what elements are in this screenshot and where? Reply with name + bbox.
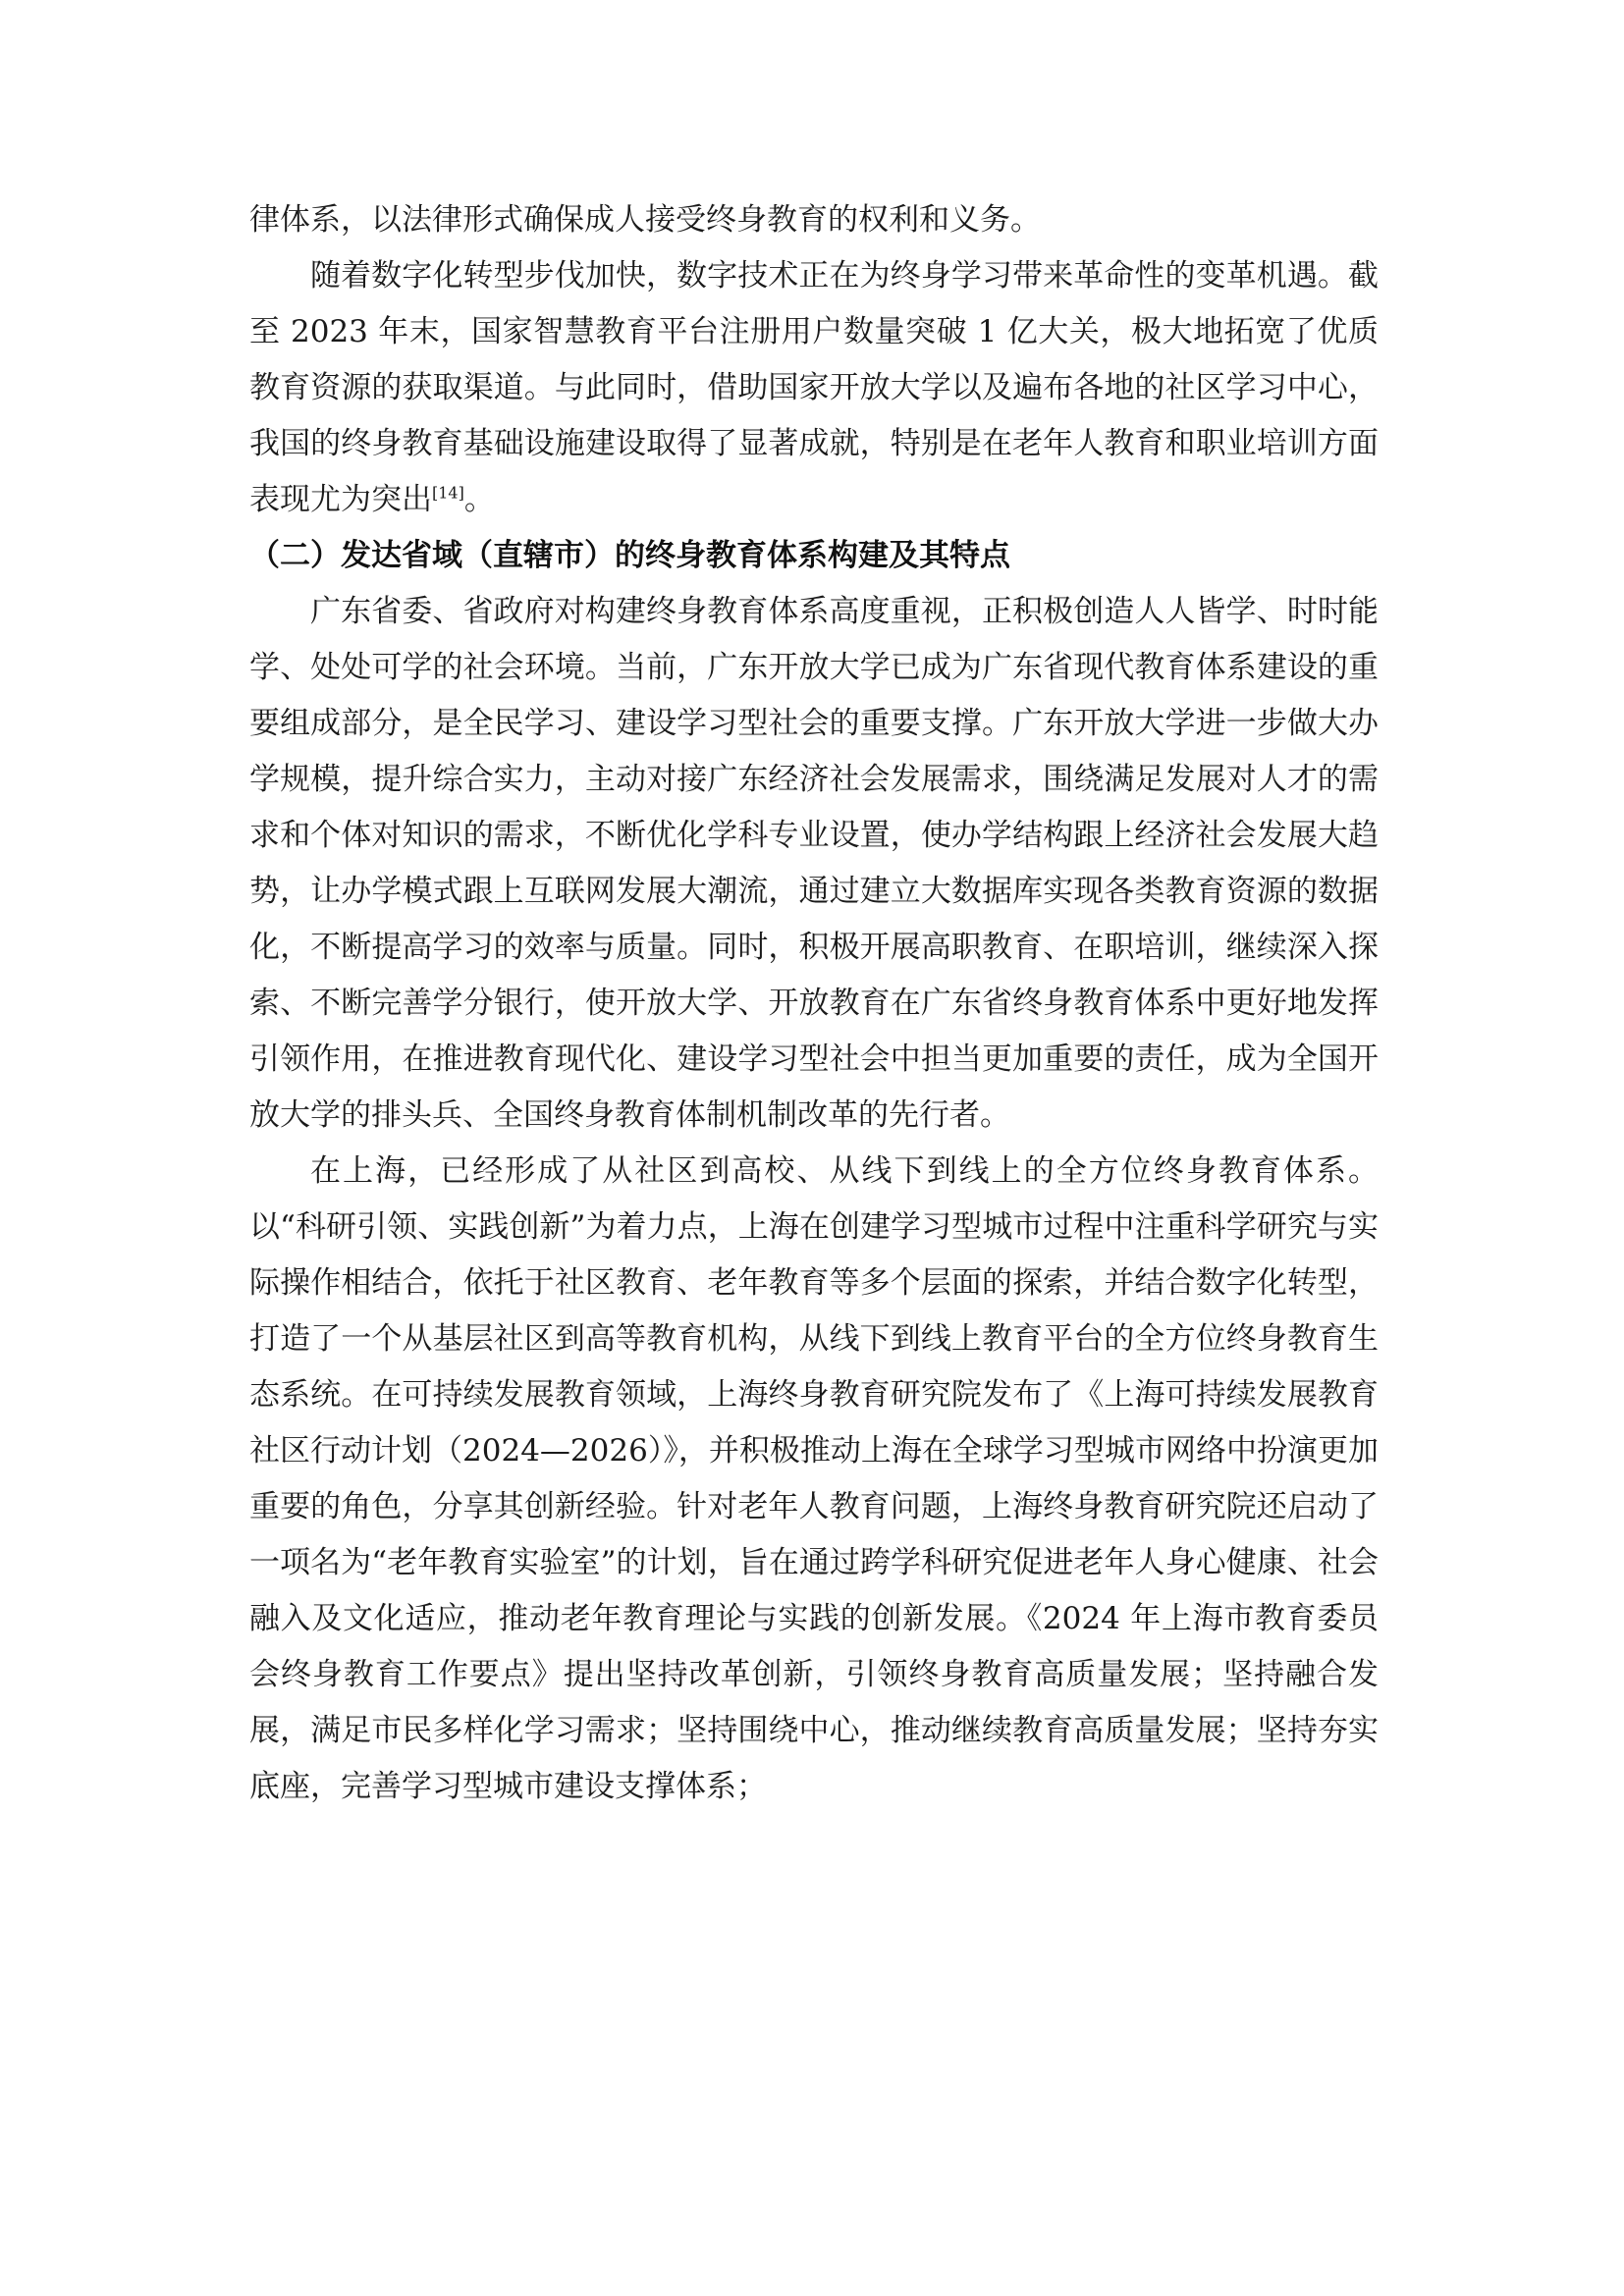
section-heading: （二）发达省域（直辖市）的终身教育体系构建及其特点 bbox=[249, 538, 1010, 573]
document-body bbox=[249, 192, 1379, 1815]
paragraph-shanghai bbox=[249, 1144, 1379, 1815]
paragraph-text: 随着数字化转型步伐加快，数字技术正在为终身学习带来革命性的变革机遇。截至 2023 年末，国家智慧教育平台注册用户数量突破 1 亿大关，极大地拓宽了优质教育资源的获取渠道。与此同时，借助国家开放大学以及遍布各地的社区学习中心，我国的终身教育基础设施建设取得了显著成就，特别是在老年人教育和职业培训方面表现尤为突出 bbox=[249, 258, 1379, 517]
paragraph-text: 广东省委、省政府对构建终身教育体系高度重视，正积极创造人人皆学、时时能学、处处可学的社会环境。当前，广东开放大学已成为广东省现代教育体系建设的重要组成部分，是全民学习、建设学习型社会的重要支撑。广东开放大学进一步做大办学规模，提升综合实力，主动对接广东经济社会发展需求，围绕满足发展对人才的需求和个体对知识的需求，不断优化学科专业设置，使办学结构跟上经济社会发展大趋势，让办学模式跟上互联网发展大潮流，通过建立大数据库实现各类教育资源的数据化，不断提高学习的效率与质量。同时，积极开展高职教育、在职培训，继续深入探索、不断完善学分银行，使开放大学、开放教育在广东省终身教育体系中更好地发挥引领作用，在推进教育现代化、建设学习型社会中担当更加重要的责任，成为全国开放大学的排头兵、全国终身教育体制机制改革的先行者。 bbox=[249, 594, 1379, 1133]
paragraph-tail: 。 bbox=[463, 482, 495, 517]
paragraph-text: 在上海，已经形成了从社区到高校、从线下到线上的全方位终身教育体系。以“科研引领、实践创新”为着力点，上海在创建学习型城市过程中注重科学研究与实际操作相结合，依托于社区教育、老年教育等多个层面的探索，并结合数字化转型，打造了一个从基层社区到高等教育机构，从线下到线上教育平台的全方位终身教育生态系统。在可持续发展教育领域，上海终身教育研究院发布了《上海可持续发展教育社区行动计划（2024—2026）》，并积极推动上海在全球学习型城市网络中扮演更加重要的角色，分享其创新经验。针对老年人教育问题，上海终身教育研究院还启动了一项名为“老年教育实验室”的计划，旨在通过跨学科研究促进老年人身心健康、社会融入及文化适应，推动老年教育理论与实践的创新发展。《2024 年上海市教育委员会终身教育工作要点》提出坚持改革创新，引领终身教育高质量发展；坚持融合发展，满足市民多样化学习需求；坚持围绕中心，推动继续教育高质量发展；坚持夯实底座，完善学习型城市建设支撑体系； bbox=[249, 1153, 1379, 1804]
paragraph-text: 律体系，以法律形式确保成人接受终身教育的权利和义务。 bbox=[249, 202, 1041, 238]
paragraph-guangdong bbox=[249, 584, 1379, 1144]
paragraph-digital-transformation bbox=[249, 248, 1379, 528]
citation-reference[interactable]: [14] bbox=[432, 483, 464, 503]
paragraph-continuation bbox=[249, 192, 1379, 248]
